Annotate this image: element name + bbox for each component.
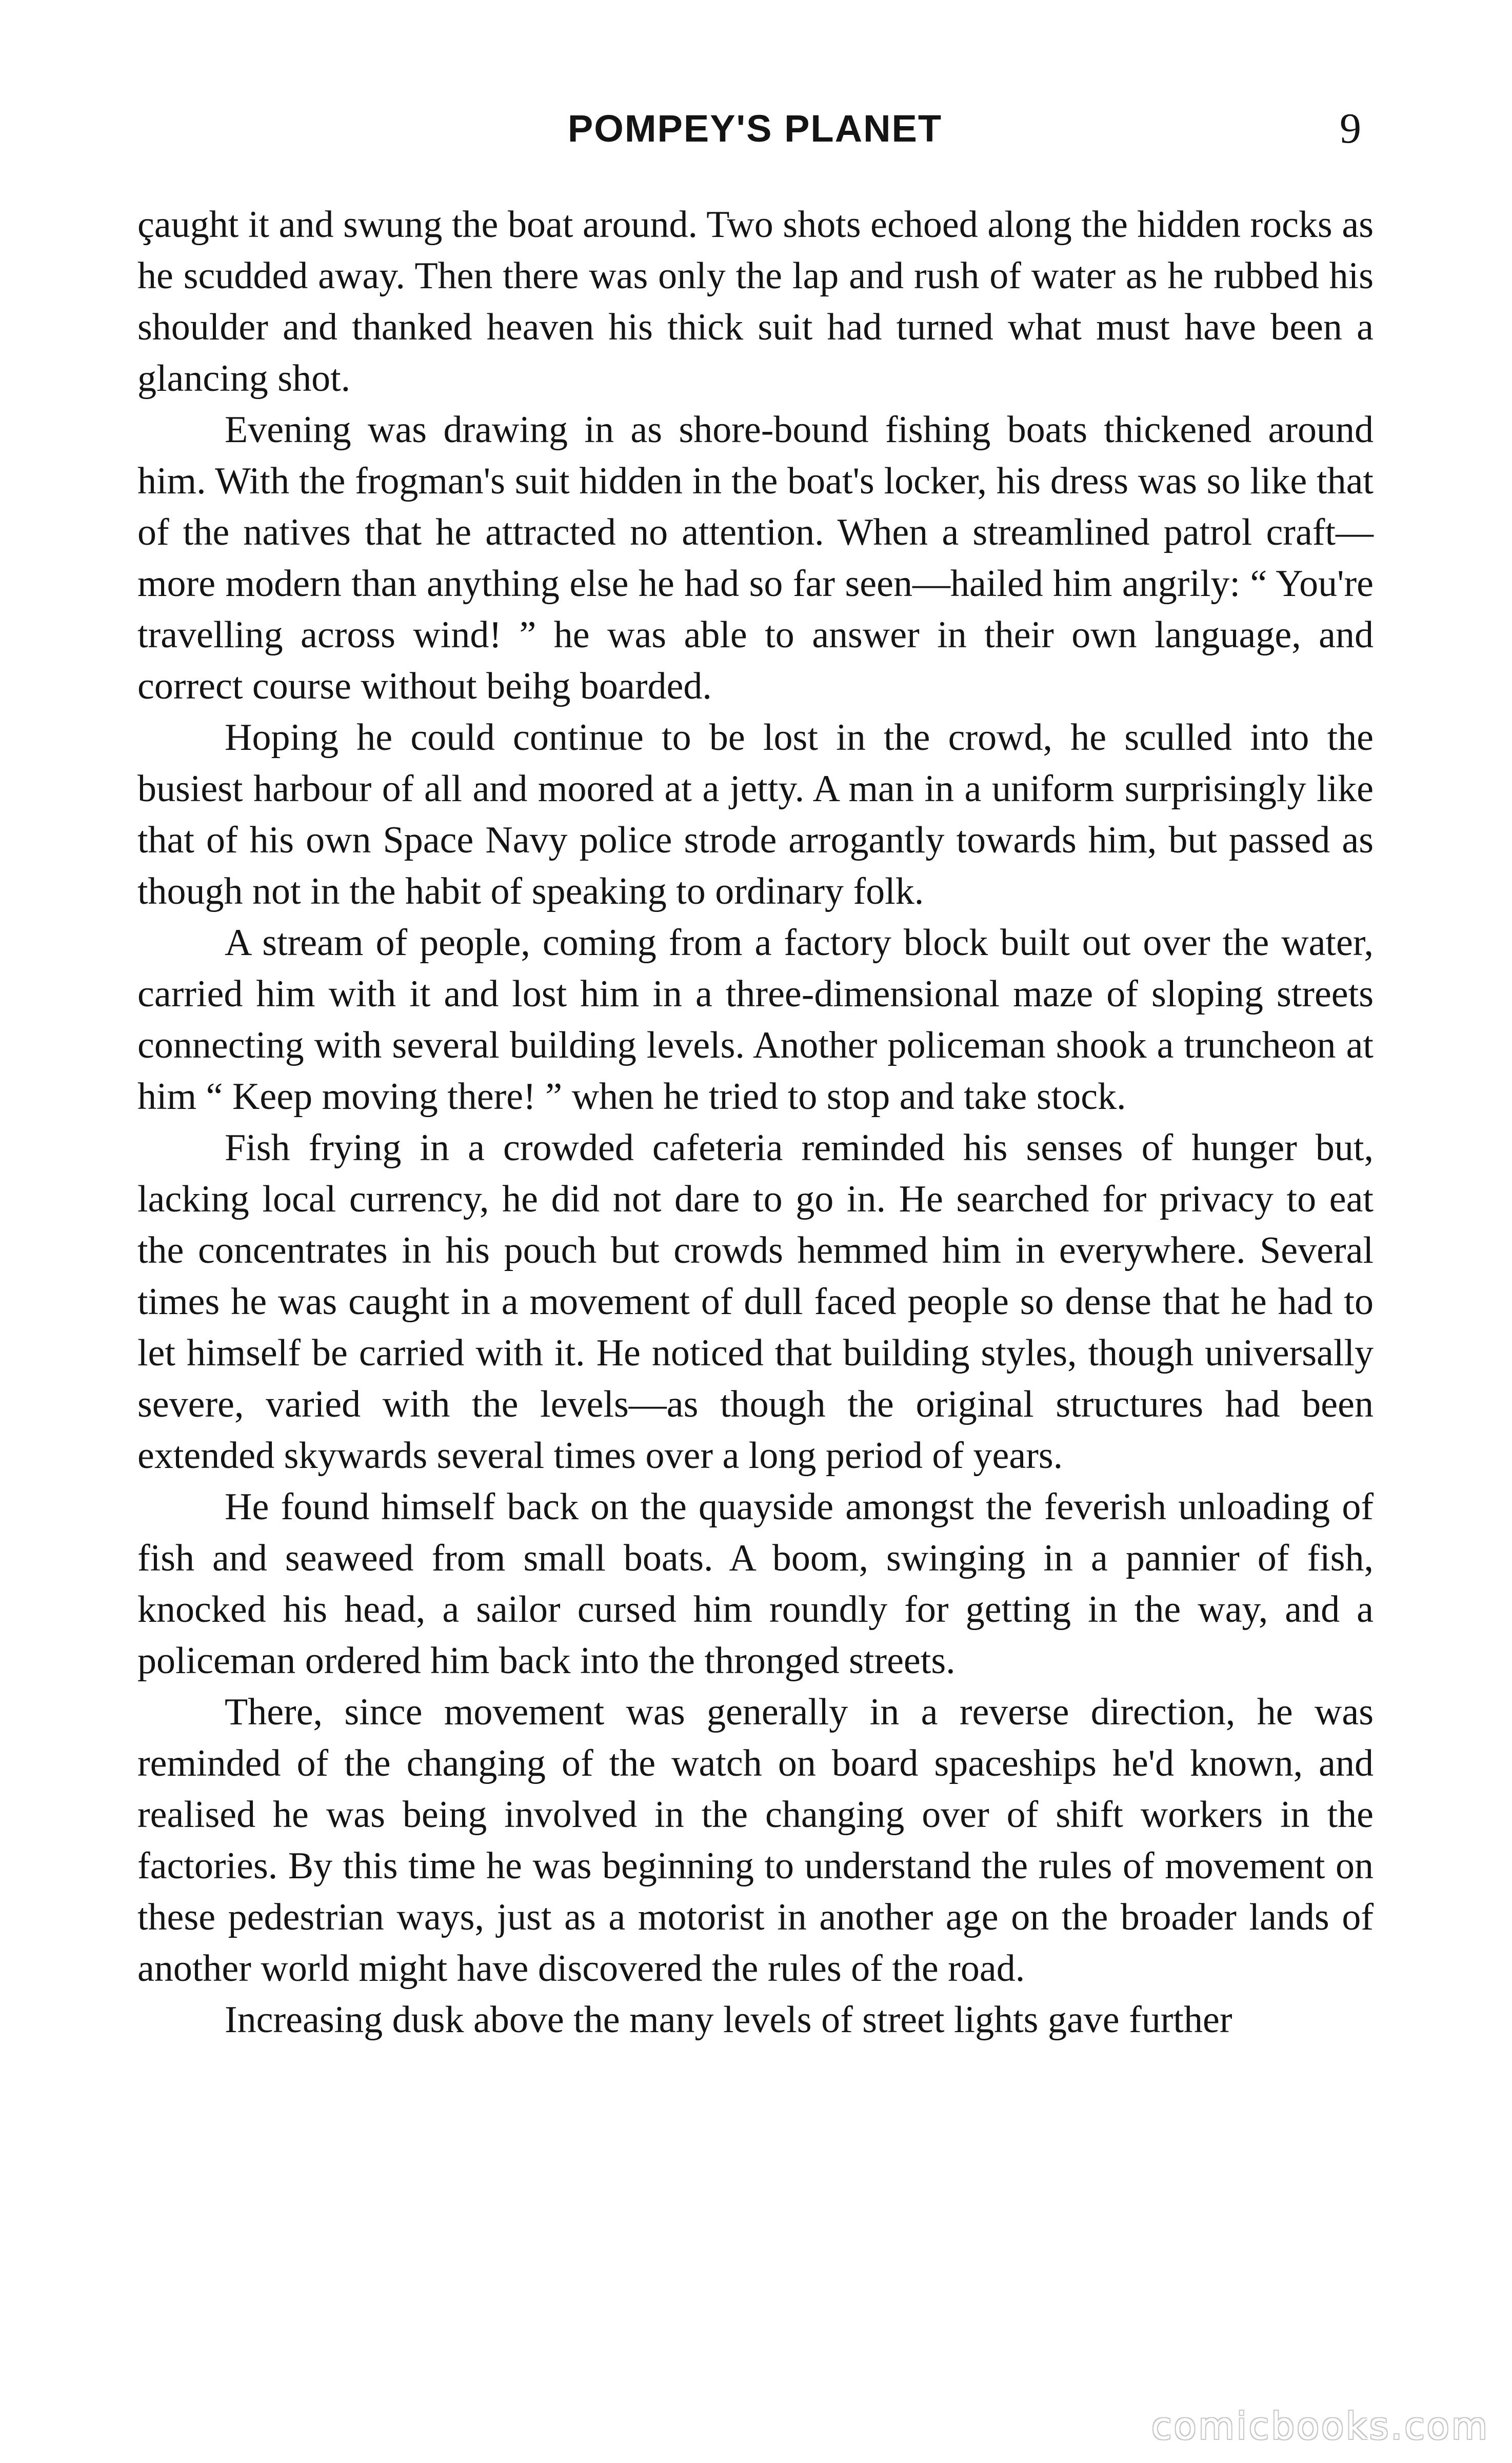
paragraph-5: Fish frying in a crowded cafeteria reminded his senses of hunger but, lacking local currency, he did not dare to go in. He searched for privacy to eat the concentrates in his pouch but crowds hemmed him in everywhere. Several times he was caught in a movement of dull faced people so dense that he had to let himself be carried with it. He noticed that building styles, though universally severe, varied with the levels—as though the original structures had been extended skywards several times over a long period of years. — [137, 1127, 1374, 1477]
paragraph-3: Hoping he could continue to be lost in the crowd, he sculled into the busiest harbour of all and moored at a jetty. A man in a uniform surprisingly like that of his own Space Navy police strode arrogantly towards him, but passed as though not in the habit of speaking to ordinary folk. — [137, 717, 1374, 912]
paragraph-6: He found himself back on the quayside amongst the feverish unloading of fish and seaweed from small boats. A boom, swinging in a pannier of fish, knocked his head, a sailor cursed him roundly for getting in the way, and a policeman ordered him back into the thronged streets. — [137, 1486, 1374, 1682]
running-head — [140, 101, 1370, 157]
paragraph-2: Evening was drawing in as shore-bound fishing boats thickened around him. With the frogman's suit hidden in the boat's locker, his dress was so like that of the natives that he attracted no attention. When a streamlined patrol craft—more modern than anything else he had so far seen—hailed him angrily: “ You're travelling across wind! ” he was able to answer in their own language, and correct course without beihg boarded. — [137, 409, 1374, 707]
body-text — [137, 199, 1374, 2045]
watermark: comicbooks.com — [1151, 2405, 1489, 2448]
paragraph-7: There, since movement was generally in a reverse direction, he was reminded of the changing of the watch on board spaceships he'd known, and realised he was being involved in the changing over of shift workers in the factories. By this time he was beginning to understand the rules of movement on these pedestrian ways, just as a motorist in another age on the broader lands of another world might have discovered the rules of the road. — [137, 1691, 1374, 1990]
page-number: 9 — [1340, 105, 1361, 152]
paragraph-4: A stream of people, coming from a factory block built out over the water, carried him with it and lost him in a three-dimensional maze of sloping streets connecting with several building levels. Another policeman shook a truncheon at him “ Keep moving there! ” when he tried to stop and take stock. — [137, 922, 1374, 1118]
running-title: POMPEY'S PLANET — [567, 107, 943, 150]
paragraph-1: çaught it and swung the boat around. Two shots echoed along the hidden rocks as he scudded away. Then there was only the lap and rush of water as he rubbed his shoulder and thanked heaven his thick suit had turned what must have been a glancing shot. — [137, 204, 1374, 400]
paragraph-8: Increasing dusk above the many levels of street lights gave further — [225, 1999, 1232, 2041]
